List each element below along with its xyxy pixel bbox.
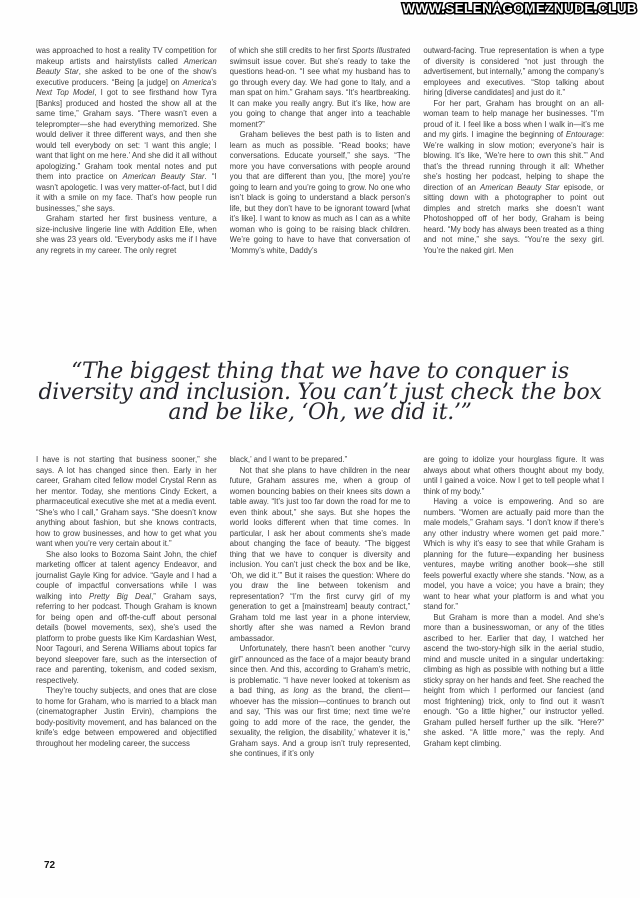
paragraph: black,’ and I want to be prepared.” — [229, 455, 348, 464]
paragraph: Graham believes the best path is to listen and learn as much as possible. “Read books; have conversations. Educate yourself,” she says. “The more you have conversations with people around you that are different than you, [the more] you’re going to learn and you’re going to grow. No one who isn’t black is going to understand a black person’s life, but they don’t have to be ignorant toward [what it’s like]. I want to know as much as I can as a white woman who is going to be raising black children. We’re going to have to have that conversation of ‘Mommy’s white, Daddy’s — [229, 130, 411, 255]
paragraph: Having a voice is empowering. And so are numbers. “Women are actually paid more than the male models,” Graham says. “I don’t know if there’s any other industry where women get paid more.” Which is why it’s easy to see that while Graham is planning for the future—expanding her business ventures, maybe writing another book—she still feels powerful exactly where she stands. “Now, as a model, you have a voice; you have a brain; they want to hear what your platform is and what you stand for.” — [423, 497, 605, 611]
paragraph: But Graham is more than a model. And she’s more than a businesswoman, or any of the titles ascribed to her. Earlier that day, I watched her ascend the two-story-high silk in the aerial studio, mind and muscle united in a singular undertaking: climbing as high as possible with nothing but a little sticky spray on her hands and feet. She reached the height from which I performed our fanciest (and most frightening) trick, only to find out it wasn’t enough. “Go a little higher,” our instructor yelled. Graham pulled herself further up the silk. “Here?” she asked. “A little more,” was the reply. And Graham kept climbing. — [423, 612, 605, 748]
bottom-column-1 — [36, 455, 217, 869]
paragraph: outward-facing. True representation is when a type of diversity is considered “not just through the advertisement, but internally,” among the company’s employees and executives. “Stop talking about hiring [diverse candidates] and just do it.” — [423, 46, 605, 97]
paragraph: of which she still credits to her first Sports Illustrated swimsuit issue cover. But she’s ready to take the questions head-on. “I see what my husband has to go through every day. We had gone to Italy, and a man spat on him.” Graham says. “It’s heartbreaking. It can make you really angry. But it’s like, how are you going to change that anger into a teachable moment?” — [229, 46, 411, 129]
paragraph: She also looks to Bozoma Saint John, the chief marketing officer at talent agency Endeavor, and journalist Gayle King for advice. “Gayle and I had a couple of impactful conversations while I was walking into Pretty Big Deal,” Graham says, referring to her podcast. Though Graham is known for being open and off-the-cuff about personal details (bowel movements, sex), she’s used the platform to probe guests like Kim Kardashian West, Noor Tagouri, and Serena Williams about topics far beyond sleepover fare, such as the intersection of race and parenting, tokenism, and coded sexism, respectively. — [36, 549, 217, 685]
watermark-text: WWW.SELENAGOMEZNUDE.CLUB — [402, 1, 637, 16]
top-column-2 — [230, 46, 411, 353]
article-content — [36, 46, 604, 869]
paragraph: Unfortunately, there hasn’t been another “curvy girl” announced as the face of a major beauty brand since then. And this, according to Graham’s metric, is problematic. “I have never looked at tokenism as a bad thing, as long as the brand, the client—whoever has the mission—continues to branch out and say, ‘This was our first time; next time we’re going to add more of the race, the gender, the sexuality, the religion, the disability,’ whatever it is,” Graham says. And a group isn’t truly represented, she continues, if it’s only — [229, 644, 411, 758]
paragraph: was approached to host a reality TV competition for makeup artists and hairstylists called American Beauty Star, she asked to be one of the show’s executive producers. “Being [a judge] on America’s Next Top Model, I got to see firsthand how Tyra [Banks] produced and hosted the show all at the same time,” Graham says. “There wasn’t even a teleprompter—she had everything memorized. She would deliver it three different ways, and then she would tell everybody on set: ‘I want this angle; I want that light on me here.’ And she did it all without apologizing.” Graham took mental notes and put them into practice on American Beauty Star. “I wasn’t apologetic. I was very matter-of-fact, but I did it with a smile on my face. That’s how people run businesses,” she says. — [36, 46, 217, 213]
page-number: 72 — [44, 860, 56, 871]
paragraph: are going to idolize your hourglass figure. It was always about what others thought about my body, until I gained a voice. Now I get to tell people what I think of my body.” — [423, 455, 605, 496]
pull-quote — [36, 359, 604, 440]
paragraph: They’re touchy subjects, and ones that are close to home for Graham, who is married to a black man (cinematographer Justin Ervin), champions the body-positivity movement, and has balanced on the knife’s edge between empowered and objectified throughout her modeling career, the success — [36, 686, 217, 748]
paragraph: For her part, Graham has brought on an all-woman team to help manage her businesses. “I’m proud of it. I feel like a boss when I walk in—it’s me and my girls. I imagine the beginning of Entourage: We’re walking in slow motion; everyone’s hair is blowing. It’s like, ‘We’re here to own this shit.’” And that’s the thread running through it all: Whether she’s hosting her podcast, helping to shape the direction of an American Beauty Star episode, or sitting down with a photographer to point out dimples and stretch marks she doesn’t want Photoshopped off of her body, Graham is being heard. “My body has always been treated as a thing and not mine,” she says. “You’re the sexy girl. You’re the naked girl. Men — [423, 98, 605, 255]
top-column-3 — [423, 46, 604, 353]
bottom-column-3 — [423, 455, 604, 869]
paragraph: Graham started her first business venture, a size-inclusive lingerie line with Addition Elle, when she was 23 years old. “Everybody asks me if I have any regrets in my career. The only regret — [36, 214, 217, 255]
top-column-1 — [36, 46, 217, 353]
paragraph: I have is not starting that business sooner,” she says. A lot has changed since then. Early in her career, Graham cited fellow model Crystal Renn as her mentor. Today, she mentions Cindy Eckert, a pharmaceutical executive she met at a media event. “She’s who I call,” Graham says. “She doesn’t know anything about fashion, but she knows contracts, how to grow businesses, and how to get what you want when you’re very certain about it.” — [36, 455, 217, 548]
top-column-section — [36, 46, 604, 353]
pull-quote-line: diversity and inclusion. You can’t just check the box — [38, 379, 602, 405]
bottom-column-2 — [230, 455, 411, 869]
pull-quote-line: and be like, ‘Oh, we did it.’” — [168, 400, 472, 425]
paragraph: Not that she plans to have children in the near future, Graham assures me, when a group of women bouncing babies on their knees sits down a table away. “It’s just too far down the road for me to even think about,” she says. But she hopes the world looks different when that time comes. In particular, I ask her about comments she’s made about changing the face of beauty. “The biggest thing that we have to conquer is diversity and inclusion. You can’t just check the box and be like, ‘Oh, we did it.’” But it raises the question: Where do you draw the line between tokenism and representation? “I’m the first curvy girl of my generation to get a [mainstream] beauty contract,” Graham told me last year in a phone interview, shortly after she was named a Revlon brand ambassador. — [229, 465, 411, 643]
bottom-column-section — [36, 455, 604, 869]
pull-quote-line: “The biggest thing that we have to conquer is — [71, 359, 569, 384]
